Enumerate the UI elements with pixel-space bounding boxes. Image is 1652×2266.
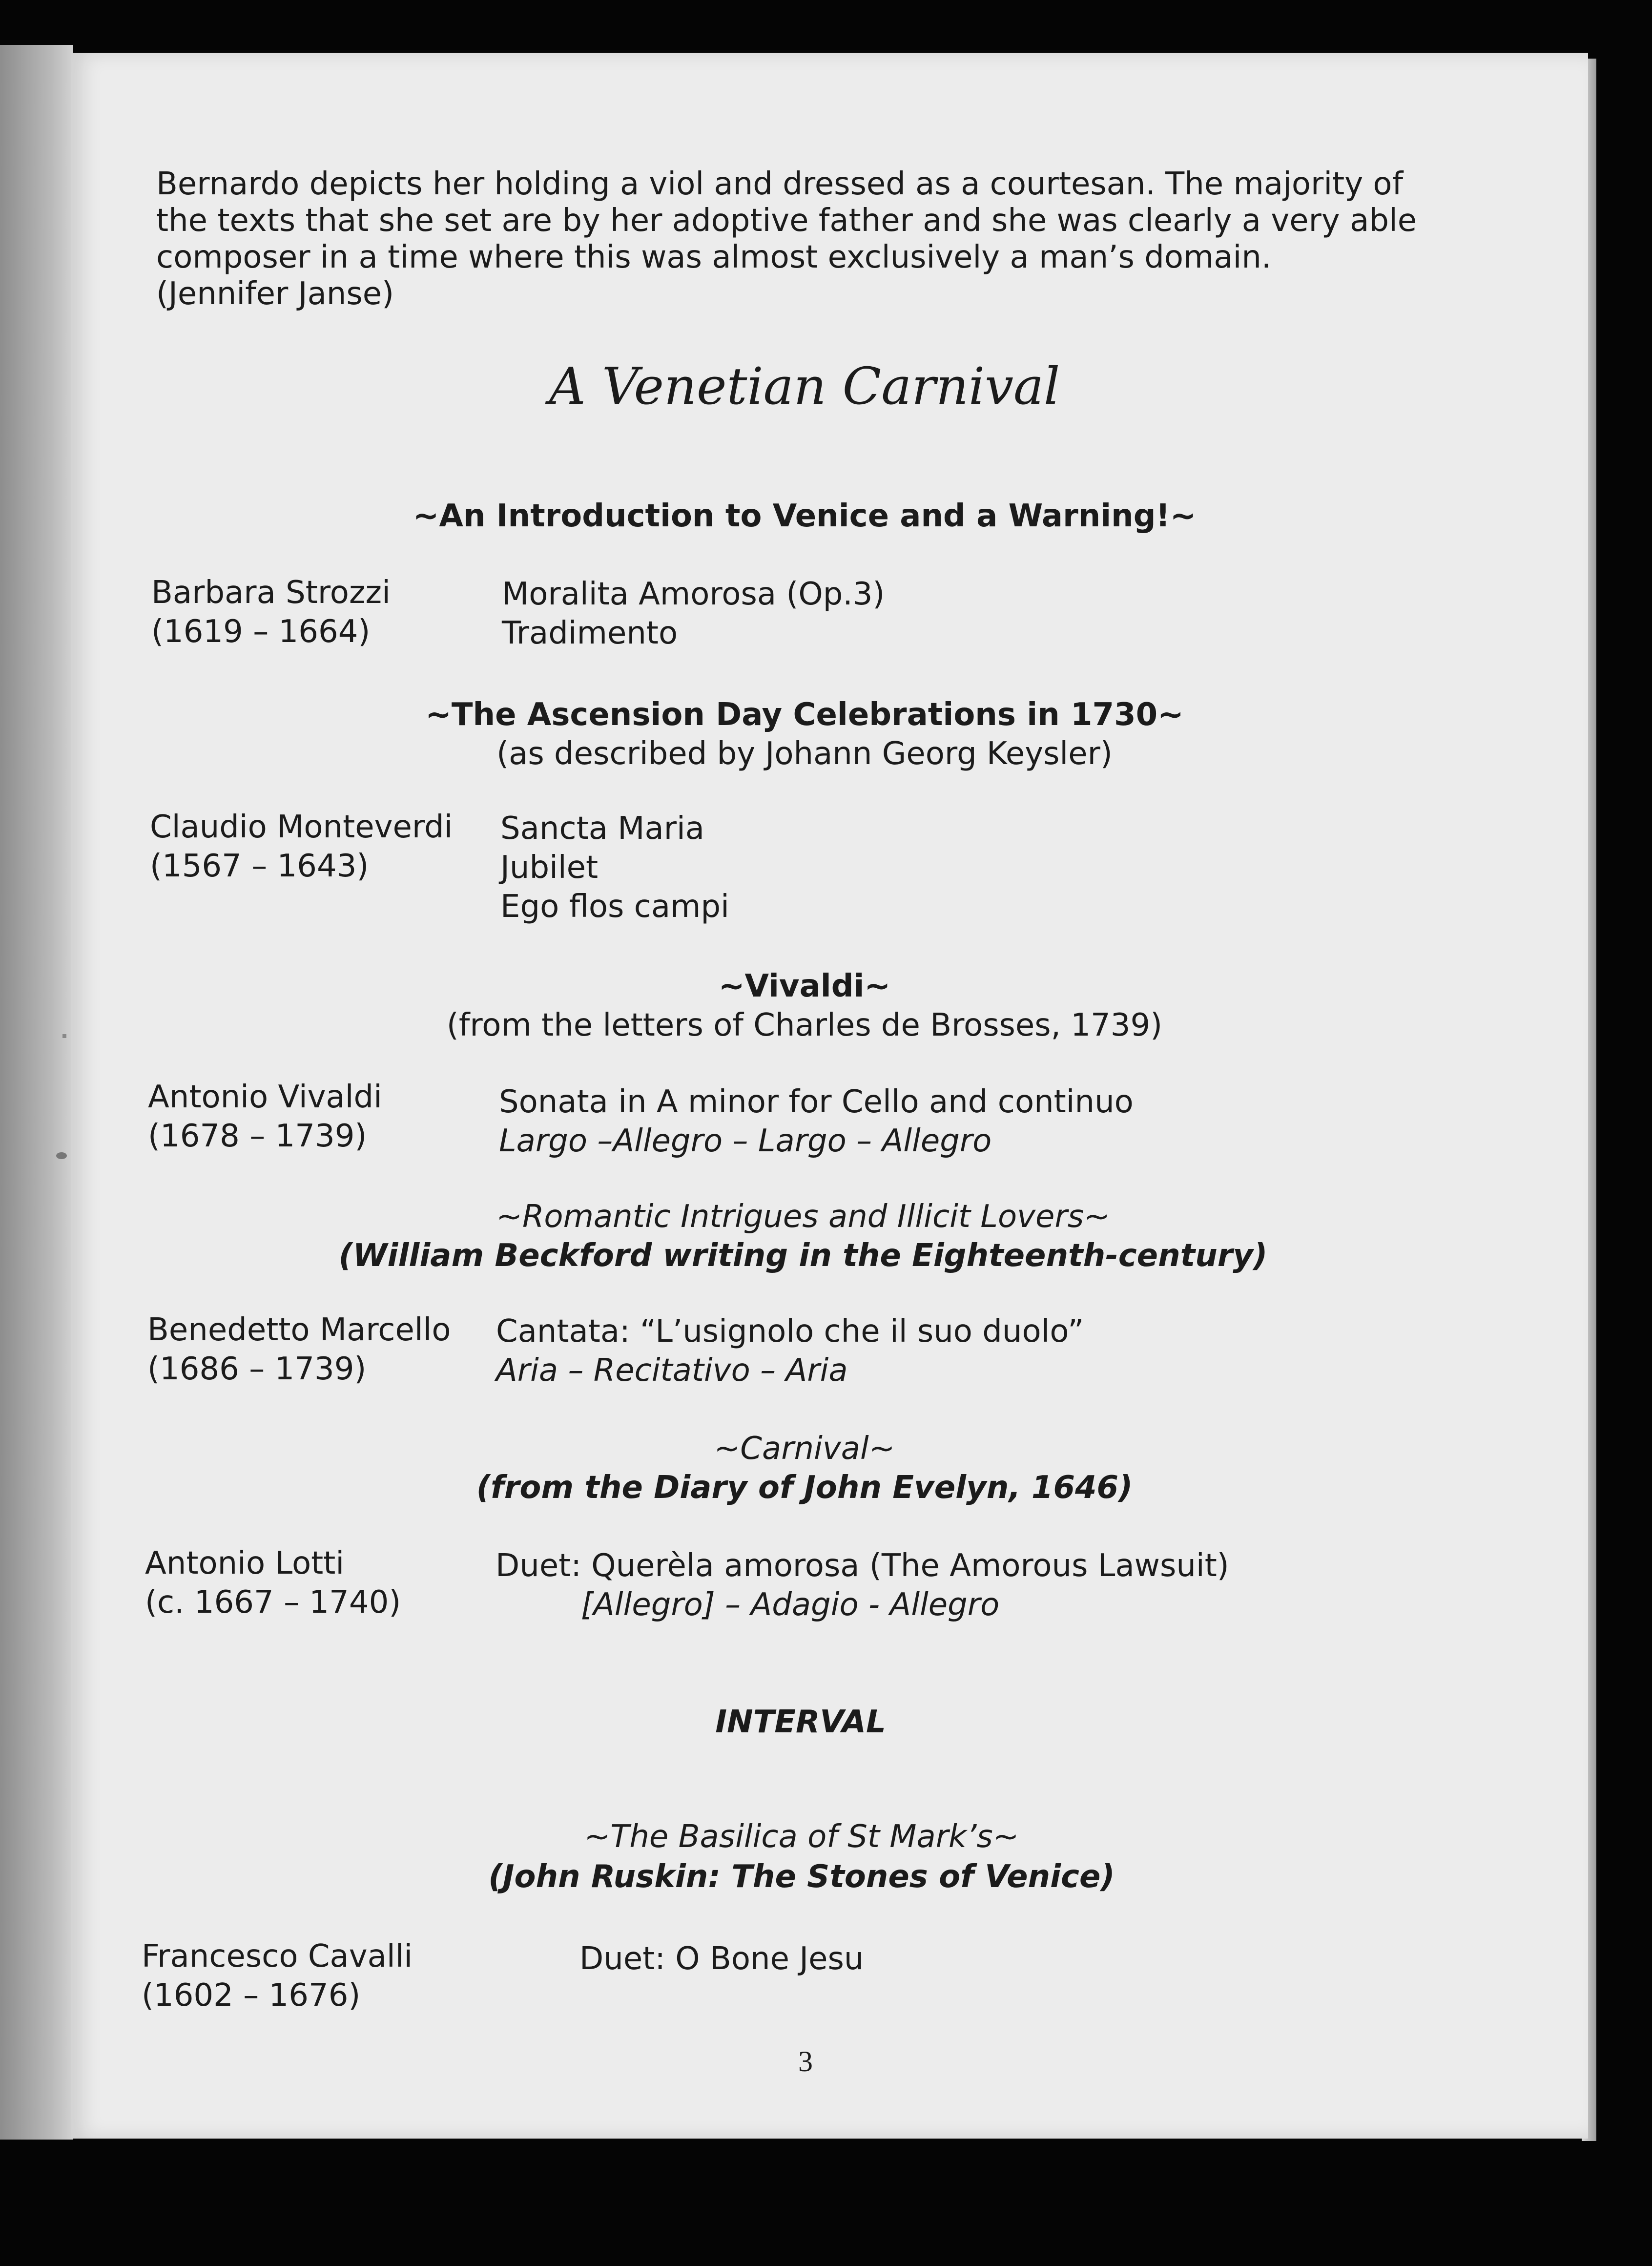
work-title: Sancta Maria	[500, 811, 704, 847]
section-subheading: (as described by Johann Georg Keysler)	[496, 736, 1113, 772]
composer-dates: (c. 1667 – 1740)	[145, 1584, 401, 1621]
work-title: Ego flos campi	[500, 889, 729, 925]
section-subheading: (from the letters of Charles de Brosses, 1739)	[446, 1007, 1163, 1043]
intro-line: (Jennifer Janse)	[156, 276, 394, 312]
section-heading: ~Vivaldi~	[718, 968, 891, 1004]
margin-speck	[62, 1034, 66, 1038]
section-subheading: (from the Diary of John Evelyn, 1646)	[476, 1470, 1133, 1506]
composer-name: Benedetto Marcello	[147, 1312, 451, 1348]
composer-dates: (1567 – 1643)	[150, 848, 369, 884]
intro-line: Bernardo depicts her holding a viol and dressed as a courtesan. The majority of	[156, 166, 1404, 202]
work-title: Jubilet	[500, 850, 599, 886]
work-title: Moralita Amorosa (Op.3)	[502, 576, 885, 612]
section-subheading: (John Ruskin: The Stones of Venice)	[488, 1859, 1115, 1895]
section-heading: ~Romantic Intrigues and Illicit Lovers~	[496, 1199, 1110, 1235]
composer-name: Francesco Cavalli	[142, 1938, 413, 1975]
work-title: Sonata in A minor for Cello and continuo	[499, 1084, 1134, 1120]
program-title: A Venetian Carnival	[549, 356, 1060, 416]
intro-paragraph	[156, 166, 1474, 312]
composer-name: Antonio Lotti	[145, 1545, 345, 1581]
composer-dates: (1678 – 1739)	[148, 1118, 367, 1154]
section-heading: ~The Basilica of St Mark’s~	[584, 1819, 1019, 1855]
work-movements: Largo –Allegro – Largo – Allegro	[499, 1123, 992, 1159]
composer-name: Antonio Vivaldi	[148, 1079, 382, 1115]
work-title: Cantata: “L’usignolo che il suo duolo”	[496, 1313, 1084, 1350]
interval-label: INTERVAL	[715, 1704, 886, 1740]
margin-mark	[56, 1152, 67, 1159]
composer-name: Claudio Monteverdi	[150, 809, 453, 845]
composer-dates: (1686 – 1739)	[147, 1351, 367, 1387]
composer-dates: (1619 – 1664)	[151, 614, 371, 650]
work-title: Tradimento	[502, 615, 678, 651]
work-movements: [Allegro] – Adagio - Allegro	[581, 1587, 1000, 1623]
composer-name: Barbara Strozzi	[151, 575, 391, 611]
section-heading: ~An Introduction to Venice and a Warning!~	[413, 498, 1197, 534]
page-number: 3	[798, 2045, 813, 2078]
work-movements: Aria – Recitativo – Aria	[496, 1352, 848, 1389]
section-heading: ~Carnival~	[714, 1431, 895, 1467]
section-subheading: (William Beckford writing in the Eighteenth-century)	[338, 1238, 1268, 1274]
intro-line: composer in a time where this was almost exclusively a man’s domain.	[156, 239, 1272, 275]
section-heading: ~The Ascension Day Celebrations in 1730~	[425, 697, 1184, 733]
work-title: Duet: Querèla amorosa (The Amorous Lawsuit)	[496, 1548, 1229, 1584]
composer-dates: (1602 – 1676)	[142, 1977, 361, 2014]
work-title: Duet: O Bone Jesu	[579, 1941, 864, 1977]
intro-line: the texts that she set are by her adoptive father and she was clearly a very able	[156, 203, 1417, 239]
facing-page-edge	[0, 45, 73, 2140]
